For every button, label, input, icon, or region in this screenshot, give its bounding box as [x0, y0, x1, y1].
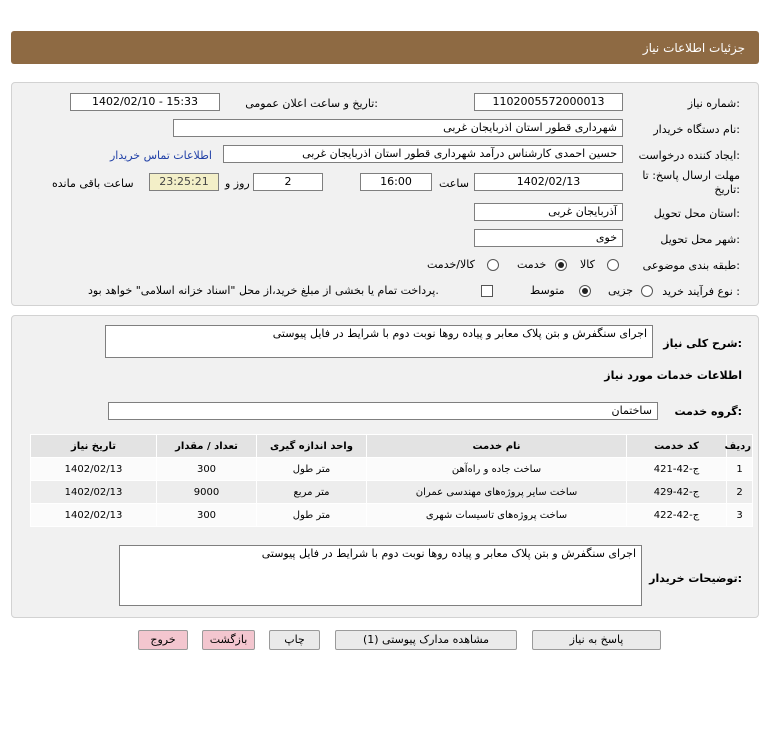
details-panel: [11, 82, 759, 306]
deadline-label-2: تاریخ:: [714, 183, 740, 196]
buyer-org-label: نام دستگاه خریدار:: [653, 123, 740, 136]
deadline-days-field[interactable]: 2: [253, 173, 323, 191]
cell-unit: متر مربع: [257, 481, 367, 504]
buyer-notes-field: اجرای سنگفرش و بتن پلاک معابر و پیاده روها نوبت دوم با شرایط در فایل پیوستی: [119, 545, 642, 606]
view-attachments-button[interactable]: مشاهده مدارک پیوستی (1): [335, 630, 517, 650]
category-radio-service[interactable]: [555, 259, 567, 271]
cell-unit: متر طول: [257, 458, 367, 481]
page-title: جزئیات اطلاعات نیاز: [642, 41, 745, 55]
exit-button[interactable]: خروج: [138, 630, 188, 650]
service-group-field[interactable]: ساختمان: [108, 402, 658, 420]
cell-row-number: 3: [727, 504, 753, 527]
deadline-date-field[interactable]: 1402/02/13: [474, 173, 623, 191]
city-label: شهر محل تحویل:: [660, 233, 740, 246]
cell-quantity: 9000: [157, 481, 257, 504]
respond-button[interactable]: پاسخ به نیاز: [532, 630, 661, 650]
services-panel: [11, 315, 759, 618]
cell-unit: متر طول: [257, 504, 367, 527]
col-header-service-name: نام خدمت: [367, 435, 627, 458]
purchase-type-option-medium: متوسط: [530, 284, 565, 297]
summary-field: اجرای سنگفرش و بتن پلاک معابر و پیاده روها نوبت دوم با شرایط در فایل پیوستی: [105, 325, 653, 358]
remaining-time-field: 23:25:21: [149, 173, 219, 191]
table-row: [31, 458, 753, 481]
summary-label: شرح کلی نیاز:: [663, 337, 742, 350]
announce-field[interactable]: 1402/02/10 - 15:33: [70, 93, 220, 111]
cell-quantity: 300: [157, 504, 257, 527]
page-header: [11, 31, 759, 64]
treasury-bonds-checkbox[interactable]: [481, 285, 493, 297]
col-header-quantity: تعداد / مقدار: [157, 435, 257, 458]
treasury-bonds-label: پرداخت تمام یا بخشی از مبلغ خرید،از محل "اسناد خزانه اسلامی" خواهد بود.: [88, 284, 439, 297]
deadline-time-label: ساعت: [439, 177, 469, 190]
need-number-label: شماره نیاز:: [687, 97, 740, 110]
print-button[interactable]: چاپ: [269, 630, 320, 650]
remaining-time-label: ساعت باقی مانده: [52, 177, 134, 190]
category-radio-goods[interactable]: [607, 259, 619, 271]
table-row: [31, 504, 753, 527]
cell-row-number: 1: [727, 458, 753, 481]
cell-need-date: 1402/02/13: [31, 458, 157, 481]
table-row: [31, 481, 753, 504]
deadline-label-1: مهلت ارسال پاسخ: تا: [642, 169, 740, 182]
announce-label: تاریخ و ساعت اعلان عمومی:: [245, 97, 378, 110]
col-header-service-code: کد خدمت: [627, 435, 727, 458]
requester-label: ایجاد کننده درخواست:: [638, 149, 740, 162]
deadline-time-field[interactable]: 16:00: [360, 173, 432, 191]
cell-service-name: ساخت جاده و راه‌آهن: [367, 458, 627, 481]
col-header-row-number: ردیف: [727, 435, 753, 458]
back-button[interactable]: بازگشت: [202, 630, 255, 650]
cell-service-code: ج-42-421: [627, 458, 727, 481]
cell-need-date: 1402/02/13: [31, 504, 157, 527]
purchase-type-option-minor: جزیی: [608, 284, 634, 297]
buyer-contact-link[interactable]: اطلاعات تماس خریدار: [110, 149, 212, 162]
cell-service-name: ساخت پروژه‌های تاسیسات شهری: [367, 504, 627, 527]
province-field[interactable]: آذربایجان غربی: [474, 203, 623, 221]
city-field[interactable]: خوی: [474, 229, 623, 247]
cell-service-code: ج-42-429: [627, 481, 727, 504]
services-table: [30, 434, 753, 527]
purchase-type-label: نوع فرآیند خرید :: [662, 285, 740, 298]
province-label: استان محل تحویل:: [653, 207, 740, 220]
purchase-type-radio-minor[interactable]: [641, 285, 653, 297]
purchase-type-radio-medium[interactable]: [579, 285, 591, 297]
category-radio-goods-service[interactable]: [487, 259, 499, 271]
buyer-org-field[interactable]: شهرداری قطور استان اذربایجان غربی: [173, 119, 623, 137]
category-option-goods: کالا: [580, 258, 595, 271]
need-number-field[interactable]: 1102005572000013: [474, 93, 623, 111]
category-option-goods-service: کالا/خدمت: [427, 258, 475, 271]
cell-need-date: 1402/02/13: [31, 481, 157, 504]
table-header-row: [31, 435, 753, 458]
cell-quantity: 300: [157, 458, 257, 481]
requester-field[interactable]: حسین احمدی کارشناس درآمد شهرداری قطور استان اذربایجان غربی: [223, 145, 623, 163]
col-header-need-date: تاریخ نیاز: [31, 435, 157, 458]
services-section-title: اطلاعات خدمات مورد نیاز: [604, 369, 742, 382]
category-label: طبقه بندی موضوعی:: [642, 259, 740, 272]
cell-service-name: ساخت سایر پروژه‌های مهندسی عمران: [367, 481, 627, 504]
service-group-label: گروه خدمت:: [674, 405, 742, 418]
category-option-service: خدمت: [517, 258, 547, 271]
deadline-days-label: روز و: [225, 177, 250, 190]
buyer-notes-label: توضیحات خریدار:: [649, 572, 742, 585]
cell-service-code: ج-42-422: [627, 504, 727, 527]
cell-row-number: 2: [727, 481, 753, 504]
col-header-unit: واحد اندازه گیری: [257, 435, 367, 458]
